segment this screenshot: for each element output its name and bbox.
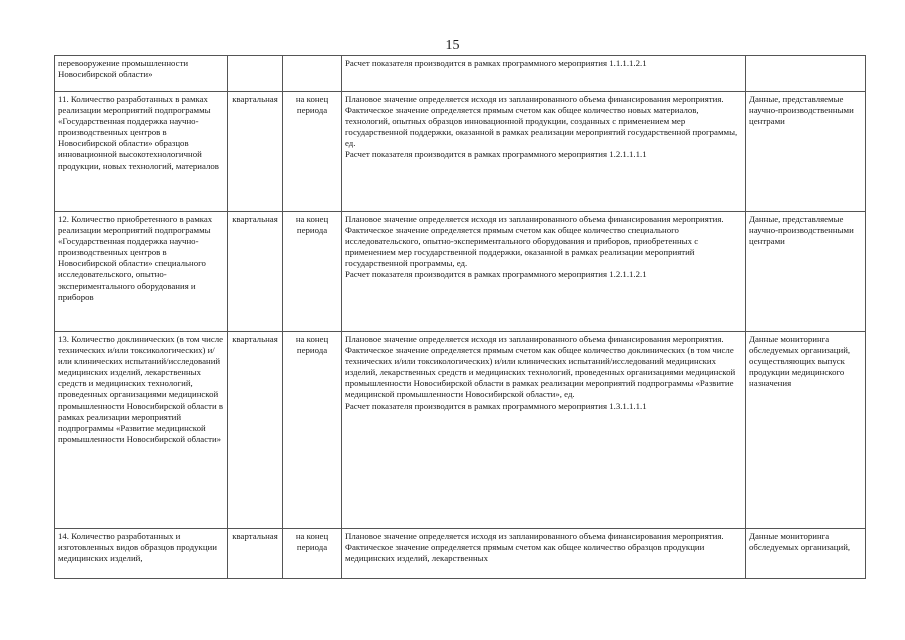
date-cell (283, 212, 342, 332)
source-cell (746, 529, 866, 579)
periodicity-text: квартальная (232, 334, 278, 344)
date-text: на конец периода (295, 214, 329, 236)
date-cell (283, 332, 342, 529)
indicator-cell (55, 92, 228, 212)
table-row (55, 332, 866, 529)
source-cell (746, 332, 866, 529)
method-text: Плановое значение определяется исходя из запланированного объема финансирования мероприятия. Фактическое значение определяется прямым счетом как общее количество доклинических (в том числе технических и/или токсикологических) и/или клинических испытаний/исследований медицинских изделий, лекарственных средств и медицинских технологий, проведенных организациями медицинской промышленности Новосибирской области в рамках реализации мероприятий подпрограммы «Развитие медицинской промышленности Новосибирской области», ед. (345, 334, 736, 400)
method-text: Плановое значение определяется исходя из запланированного объема финансирования мероприятия. Фактическое значение определяется прямым счетом как общее количество образцов продукции медицинских изделий, лекарственных (345, 531, 724, 564)
method-cell (342, 56, 746, 92)
method-cell (342, 332, 746, 529)
date-text: на конец периода (295, 94, 329, 116)
method-cell (342, 212, 746, 332)
date-cell (283, 56, 342, 92)
indicator-text: 11. Количество разработанных в рамках реализации мероприятий подпрограммы «Государственная поддержка научно-производственных центров в Новосибирской области» образцов инновационной высокотехнологичной продукции, новых технологий, материалов (58, 94, 219, 171)
periodicity-text: квартальная (232, 531, 278, 541)
indicator-text: 12. Количество приобретенного в рамках реализации мероприятий подпрограммы «Государственная поддержка научно-производственных центров в Новосибирской области» специального исследовательского, опытно-экспериментального оборудования и приборов (58, 214, 213, 302)
method-cell (342, 529, 746, 579)
source-text: Данные мониторинга обследуемых организаций, осуществляющих выпуск продукции медицинского назначения (749, 334, 851, 389)
source-cell (746, 56, 866, 92)
indicators-table (54, 55, 866, 579)
periodicity-cell (228, 92, 283, 212)
date-cell (283, 92, 342, 212)
periodicity-cell (228, 332, 283, 529)
date-cell (283, 529, 342, 579)
indicator-cell (55, 212, 228, 332)
periodicity-text: квартальная (232, 214, 278, 224)
indicator-text: 13. Количество доклинических (в том числе технических и/или токсикологических) и/или клинических испытаний/исследований медицинских изделий, лекарственных средств и медицинских технологий, проведенных организациями медицинской промышленности Новосибирской области в рамках реализации мероприятий подпрограммы «Развитие медицинской промышленности Новосибирской области» (58, 334, 224, 444)
periodicity-cell (228, 529, 283, 579)
source-text: Данные мониторинга обследуемых организаций, (749, 531, 851, 553)
page-number: 15 (445, 38, 460, 53)
method-note: Расчет показателя производится в рамках программного мероприятия 1.2.1.1.2.1 (345, 269, 647, 280)
method-note: Расчет показателя производится в рамках программного мероприятия 1.3.1.1.1.1 (345, 400, 647, 411)
method-text: Плановое значение определяется исходя из запланированного объема финансирования мероприятия. Фактическое значение определяется прямым счетом как общее количество специального исследовательского, опытно-экспериментального оборудования и приборов, приобретенных с применением мер государственной поддержки, оказанной в рамках реализации мероприятий государственной программы, ед. (345, 214, 724, 269)
periodicity-cell (228, 212, 283, 332)
source-text: Данные, представляемые научно-производственными центрами (749, 214, 854, 247)
method-note: Расчет показателя производится в рамках программного мероприятия 1.2.1.1.1.1 (345, 149, 647, 160)
table-row (55, 212, 866, 332)
source-text: Данные, представляемые научно-производственными центрами (749, 94, 854, 127)
table-row (55, 92, 866, 212)
indicator-cell (55, 332, 228, 529)
periodicity-text: квартальная (232, 94, 278, 104)
date-text: на конец периода (295, 531, 329, 553)
method-text: Плановое значение определяется исходя из запланированного объема финансирования мероприятия. Фактическое значение определяется прямым счетом как общее количество новых материалов, технологий, опытных образцов инновационной продукции, созданных с применением мер государственной поддержки, оказанной в рамках реализации мероприятий государственной программы, ед. (345, 94, 738, 149)
table-row (55, 56, 866, 92)
indicator-text: 14. Количество разработанных и изготовленных видов образцов продукции медицинских изделий, (58, 531, 217, 564)
source-cell (746, 92, 866, 212)
method-cell (342, 92, 746, 212)
indicator-text: перевооружение промышленности Новосибирской области» (58, 58, 189, 80)
indicator-cell (55, 56, 228, 92)
method-text: Расчет показателя производится в рамках программного мероприятия 1.1.1.1.2.1 (345, 58, 647, 68)
source-cell (746, 212, 866, 332)
table-row (55, 529, 866, 579)
periodicity-cell (228, 56, 283, 92)
indicator-cell (55, 529, 228, 579)
date-text: на конец периода (295, 334, 329, 356)
